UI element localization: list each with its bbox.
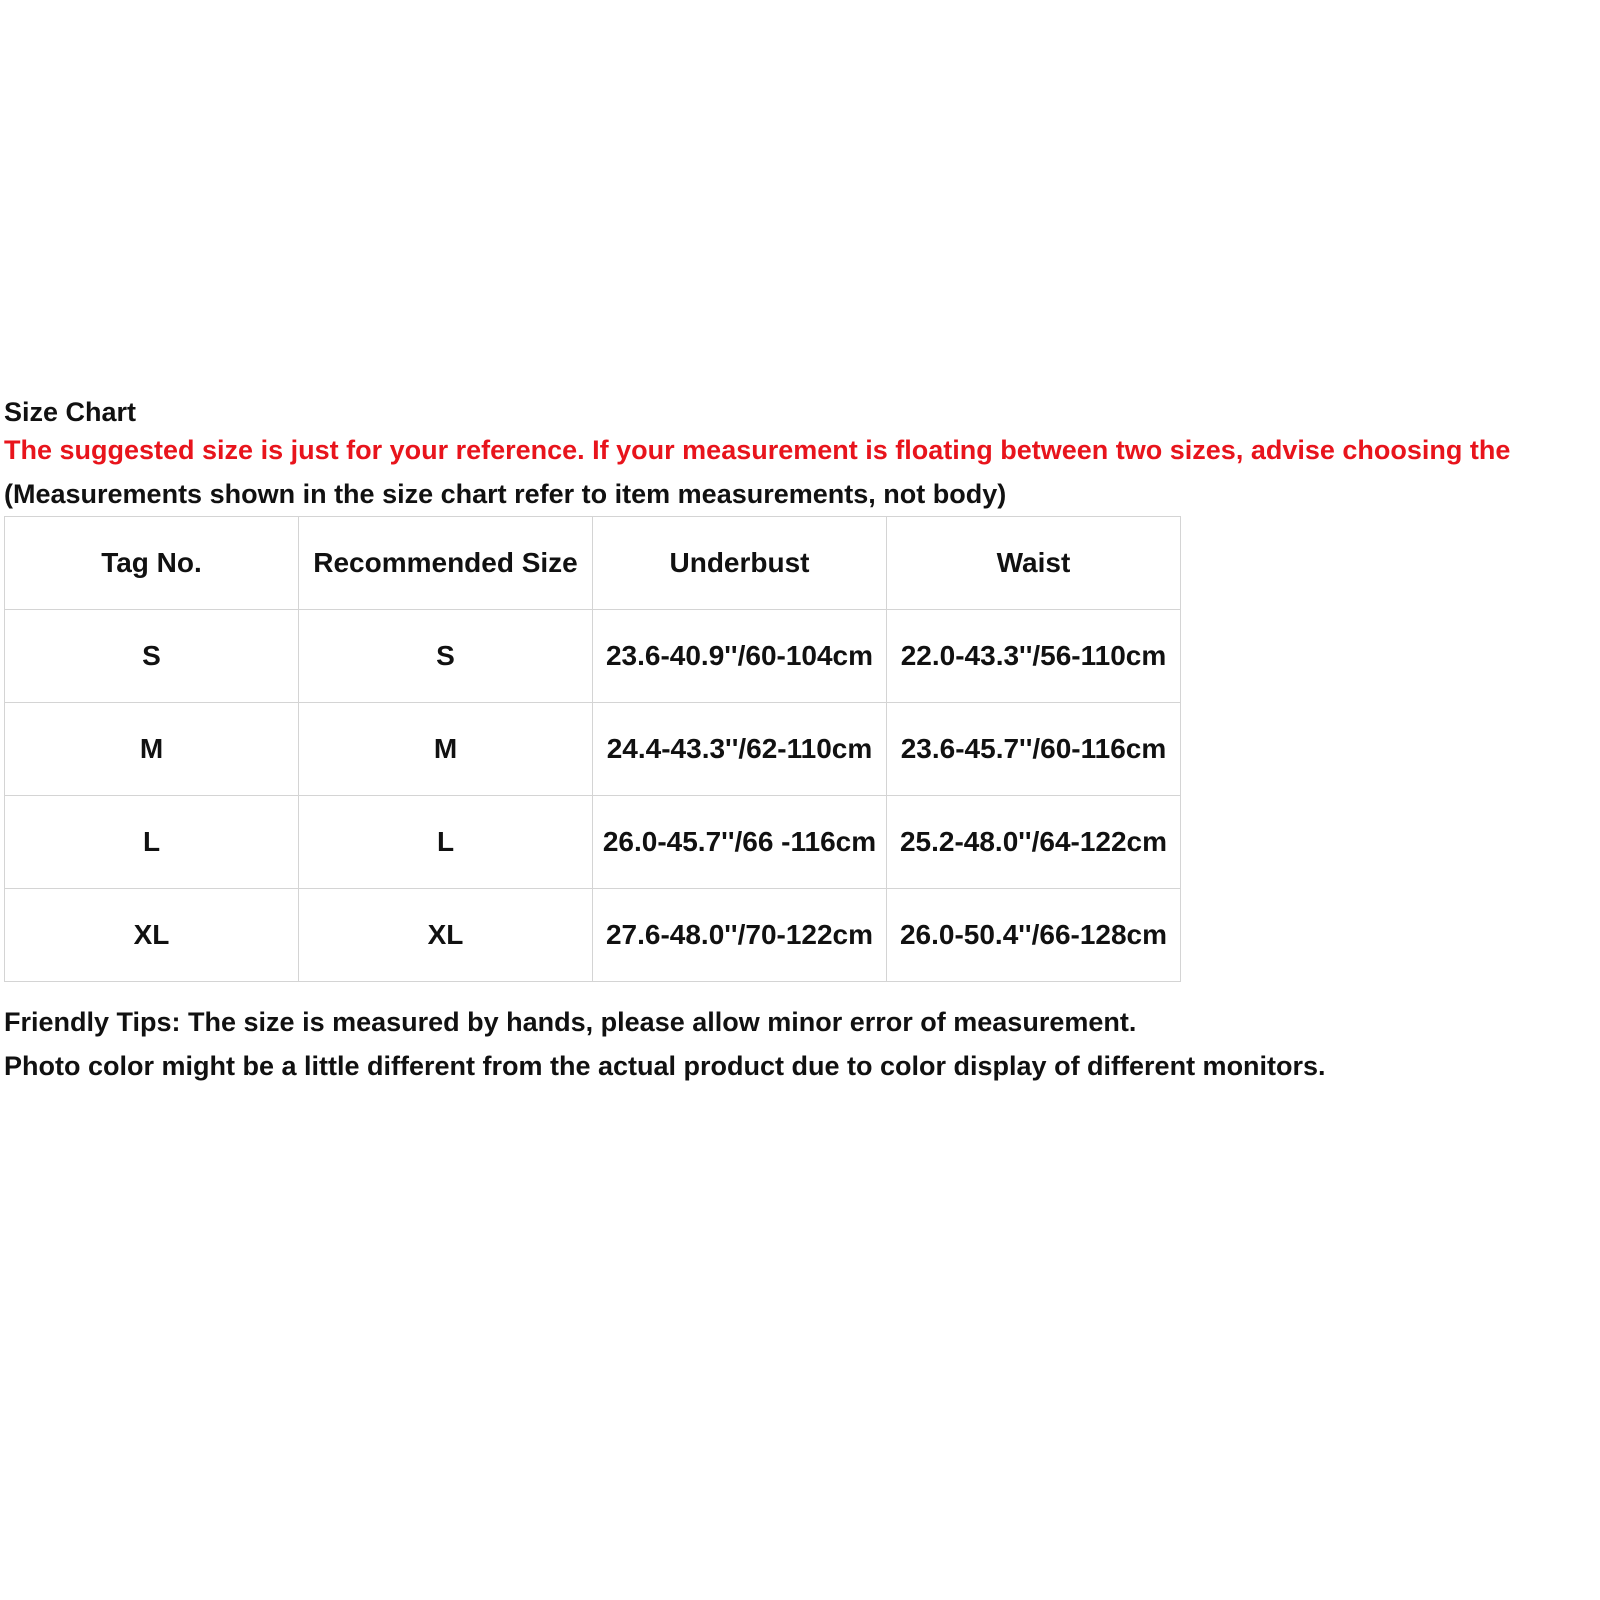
tips-line-measurement: Friendly Tips: The size is measured by hands, please allow minor error of measurement. [4, 1007, 1137, 1037]
column-header-recommended-size: Recommended Size [299, 517, 593, 610]
underbust-cell: 24.4-43.3''/62-110cm [593, 703, 887, 796]
waist-cell: 23.6-45.7''/60-116cm [887, 703, 1181, 796]
measurement-note: (Measurements shown in the size chart refer to item measurements, not body) [4, 479, 1007, 509]
underbust-cell: 27.6-48.0''/70-122cm [593, 889, 887, 982]
table-row [5, 610, 1181, 703]
waist-cell: 25.2-48.0''/64-122cm [887, 796, 1181, 889]
tag-no-cell: S [5, 610, 299, 703]
waist-cell: 22.0-43.3''/56-110cm [887, 610, 1181, 703]
recommended-size-cell: M [299, 703, 593, 796]
tag-no-cell: L [5, 796, 299, 889]
page-title: Size Chart [4, 397, 137, 427]
tag-no-cell: XL [5, 889, 299, 982]
table-row [5, 703, 1181, 796]
underbust-cell: 23.6-40.9''/60-104cm [593, 610, 887, 703]
recommended-size-cell: L [299, 796, 593, 889]
friendly-tips [4, 1000, 1600, 1088]
column-header-underbust: Underbust [593, 517, 887, 610]
table-row [5, 796, 1181, 889]
tips-line-color: Photo color might be a little different from the actual product due to color display of different monitors. [4, 1051, 1326, 1081]
recommended-size-cell: S [299, 610, 593, 703]
table-header-row [5, 517, 1181, 610]
reference-note: The suggested size is just for your reference. If your measurement is floating between two sizes, advise choosing the [4, 435, 1511, 465]
size-table [4, 516, 1181, 982]
column-header-tag-no: Tag No. [5, 517, 299, 610]
tag-no-cell: M [5, 703, 299, 796]
recommended-size-cell: XL [299, 889, 593, 982]
column-header-waist: Waist [887, 517, 1181, 610]
underbust-cell: 26.0-45.7''/66 -116cm [593, 796, 887, 889]
size-chart-section [4, 397, 1600, 1088]
waist-cell: 26.0-50.4''/66-128cm [887, 889, 1181, 982]
table-row [5, 889, 1181, 982]
